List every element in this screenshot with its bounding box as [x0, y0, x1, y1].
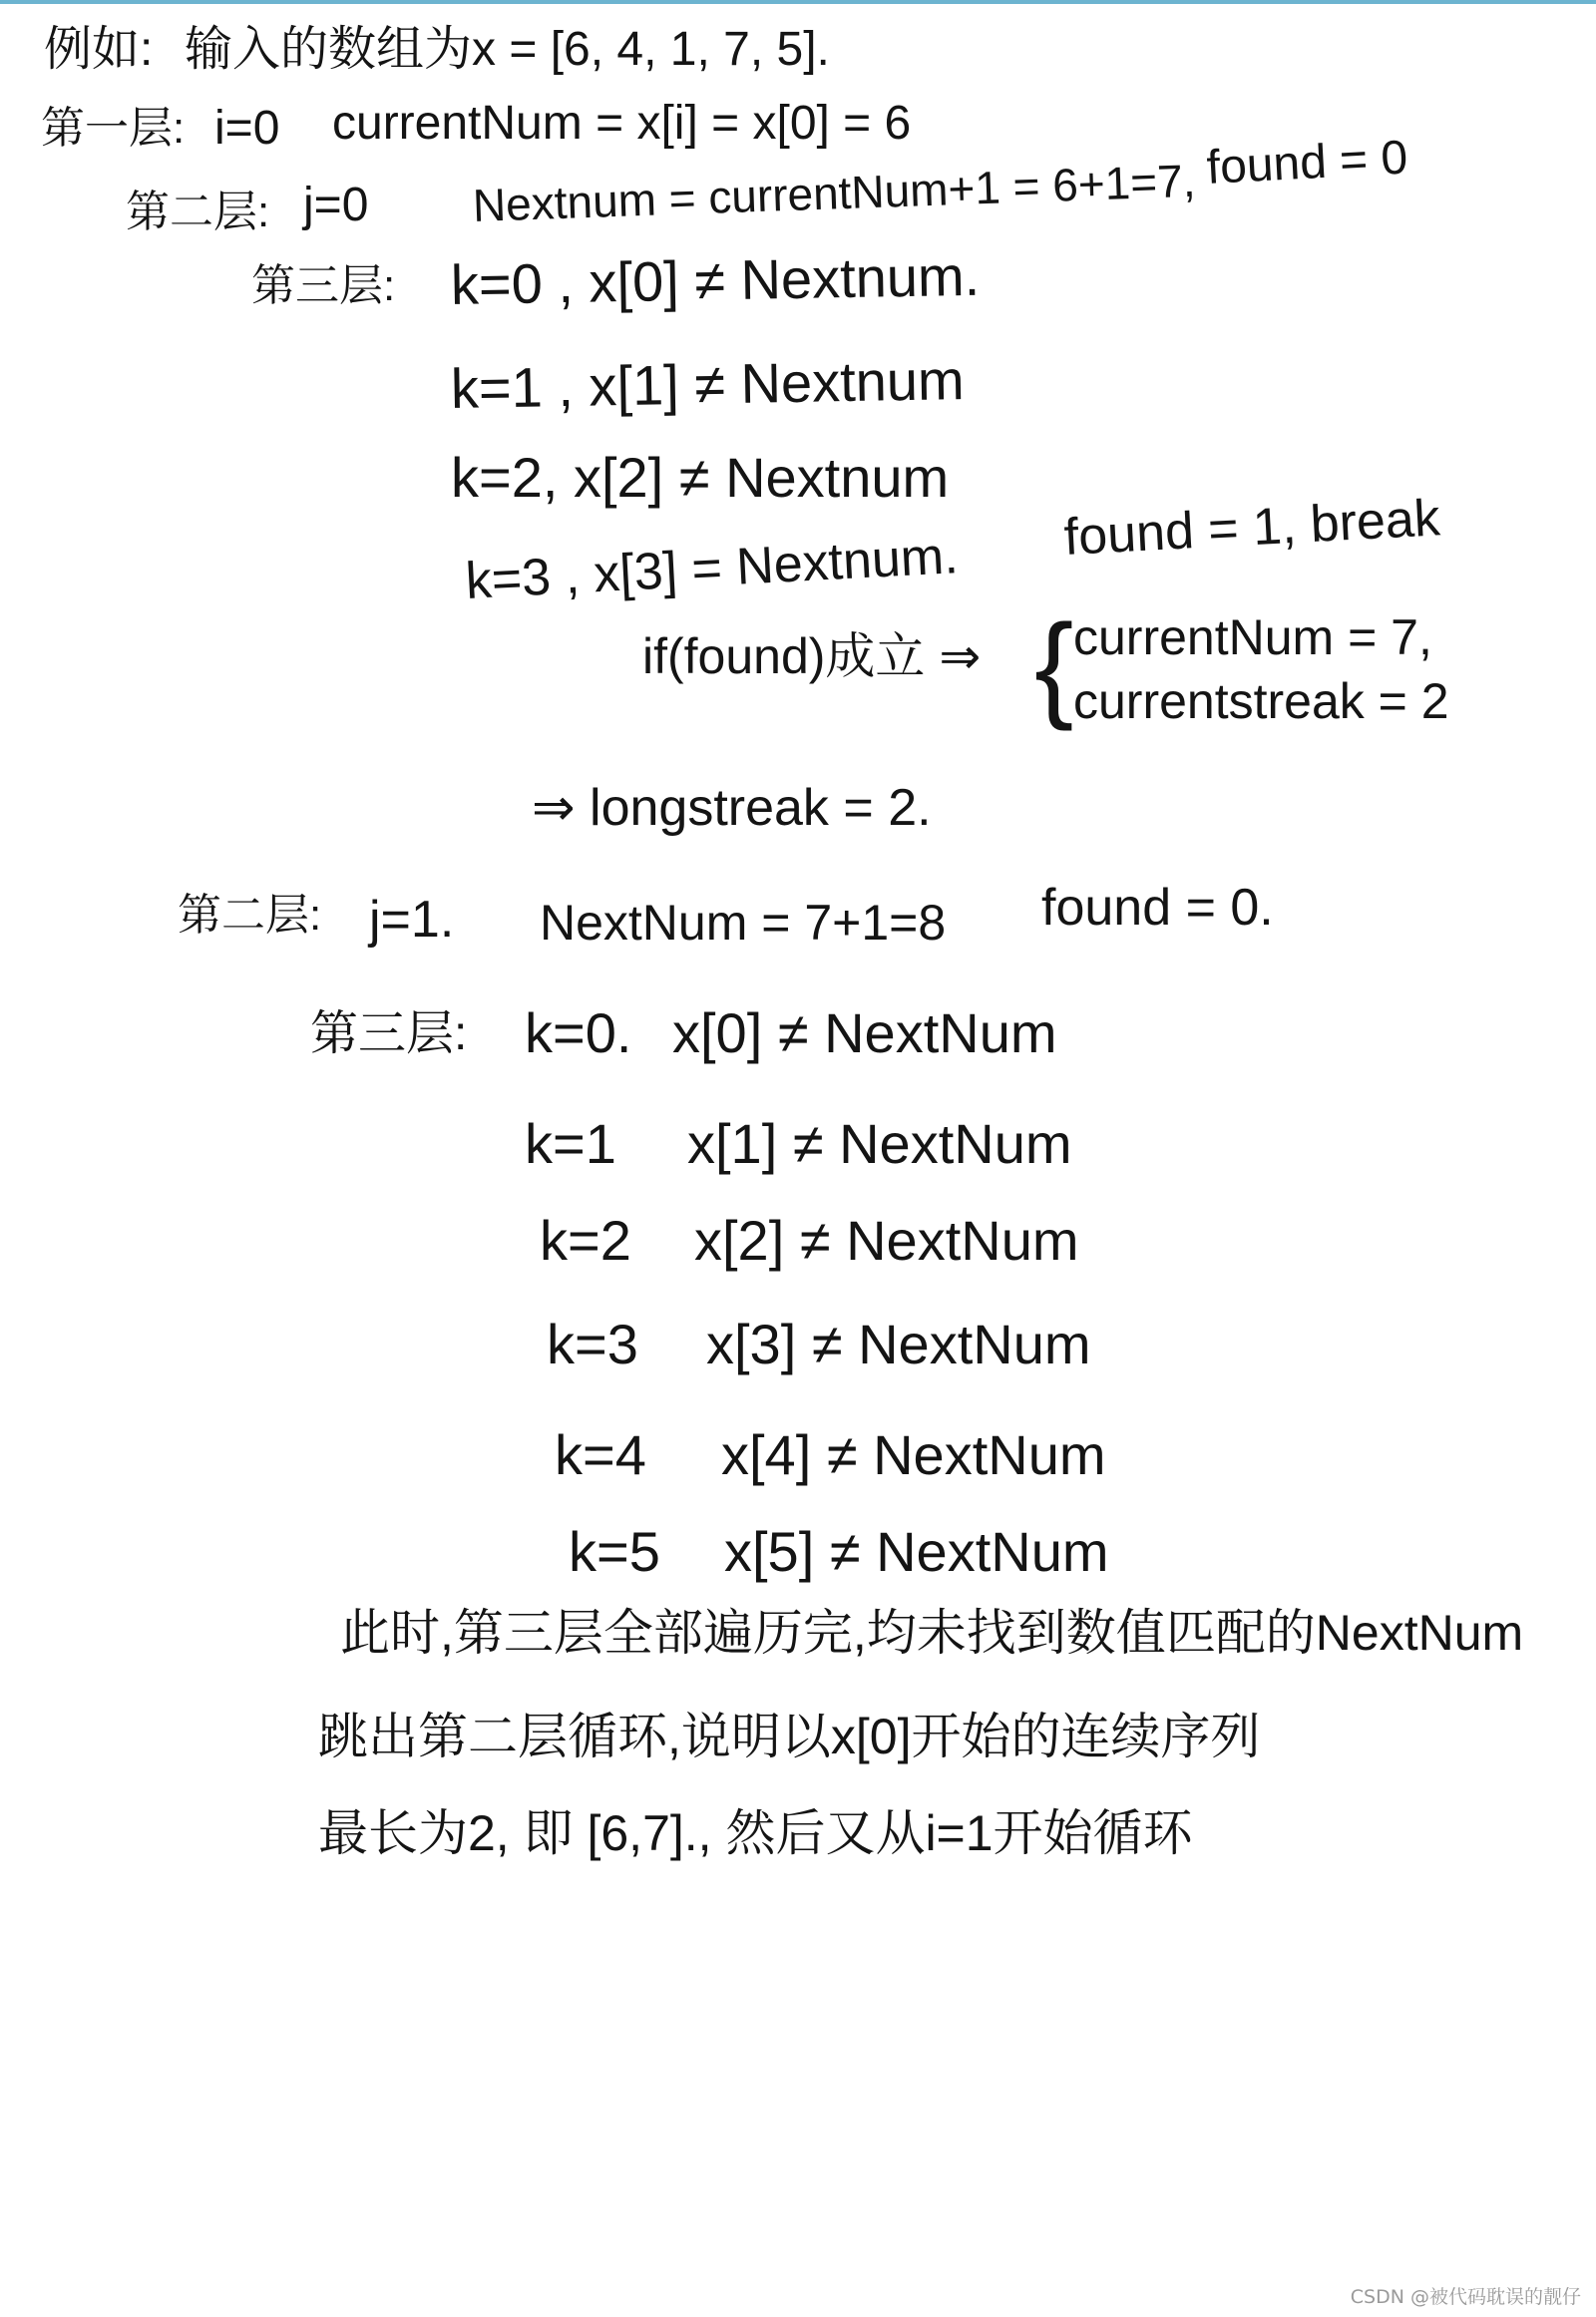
- update-current-num: currentNum = 7,: [1073, 609, 1432, 665]
- top-rule: [0, 0, 1596, 4]
- round2-layer2-label: 第二层:: [178, 891, 322, 940]
- round2-k0: k=0.: [525, 1001, 632, 1064]
- round2-nextnum-calc: NextNum = 7+1=8: [540, 895, 947, 951]
- round1-check-k3: k=3 , x[3] = Nextnum.: [464, 527, 960, 610]
- layer1-assignment: currentNum = x[i] = x[0] = 6: [332, 97, 912, 150]
- layer1-index: i=0: [214, 102, 280, 155]
- summary-line-3: 最长为2, 即 [6,7]., 然后又从i=1开始循环: [318, 1805, 1193, 1861]
- summary-line-1: 此时,第三层全部遍历完,均未找到数值匹配的NextNum: [340, 1605, 1524, 1661]
- round2-layer2-index: j=1.: [369, 891, 455, 949]
- round1-longstreak-result: ⇒ longstreak = 2.: [532, 779, 932, 837]
- round2-compare-k3: x[3] ≠ NextNum: [706, 1313, 1091, 1375]
- round1-found-break: found = 1, break: [1062, 489, 1442, 567]
- example-input-array: 输入的数组为x = [6, 4, 1, 7, 5].: [185, 23, 830, 76]
- round1-layer2-index: j=0: [303, 179, 369, 231]
- round1-check-k2: k=2, x[2] ≠ Nextnum: [451, 446, 950, 509]
- round1-found-init: found = 0: [1205, 131, 1409, 194]
- round1-check-k0: k=0 , x[0] ≠ Nextnum.: [450, 243, 981, 316]
- round1-layer3-label: 第三层:: [251, 261, 396, 310]
- csdn-watermark: CSDN @被代码耽误的靓仔: [1350, 2286, 1581, 2308]
- round2-layer3-label: 第三层:: [310, 1007, 468, 1060]
- update-current-streak: currentstreak = 2: [1073, 673, 1449, 729]
- round2-compare-k0: x[0] ≠ NextNum: [672, 1001, 1057, 1064]
- if-found-test: if(found)成立 ⇒: [642, 628, 982, 684]
- update-brace: {: [1034, 600, 1074, 732]
- round2-compare-k1: x[1] ≠ NextNum: [687, 1112, 1072, 1175]
- round2-k3: k=3: [547, 1313, 638, 1375]
- summary-line-2: 跳出第二层循环,说明以x[0]开始的连续序列: [318, 1709, 1261, 1764]
- layer1-label: 第一层:: [41, 104, 186, 153]
- round2-k2: k=2: [540, 1209, 631, 1272]
- round2-k1: k=1: [525, 1112, 616, 1175]
- round2-compare-k2: x[2] ≠ NextNum: [694, 1209, 1079, 1272]
- round1-check-k1: k=1 , x[1] ≠ Nextnum: [450, 348, 966, 420]
- round2-compare-k4: x[4] ≠ NextNum: [721, 1423, 1106, 1486]
- round1-layer2-label: 第二层:: [126, 188, 270, 236]
- round2-k4: k=4: [555, 1423, 646, 1486]
- round2-k5: k=5: [569, 1520, 660, 1583]
- example-label: 例如:: [44, 23, 154, 76]
- round1-nextnum-calc: Nextnum = currentNum+1 = 6+1=7,: [472, 154, 1197, 231]
- round2-compare-k5: x[5] ≠ NextNum: [724, 1520, 1109, 1583]
- round2-found-init: found = 0.: [1041, 879, 1274, 937]
